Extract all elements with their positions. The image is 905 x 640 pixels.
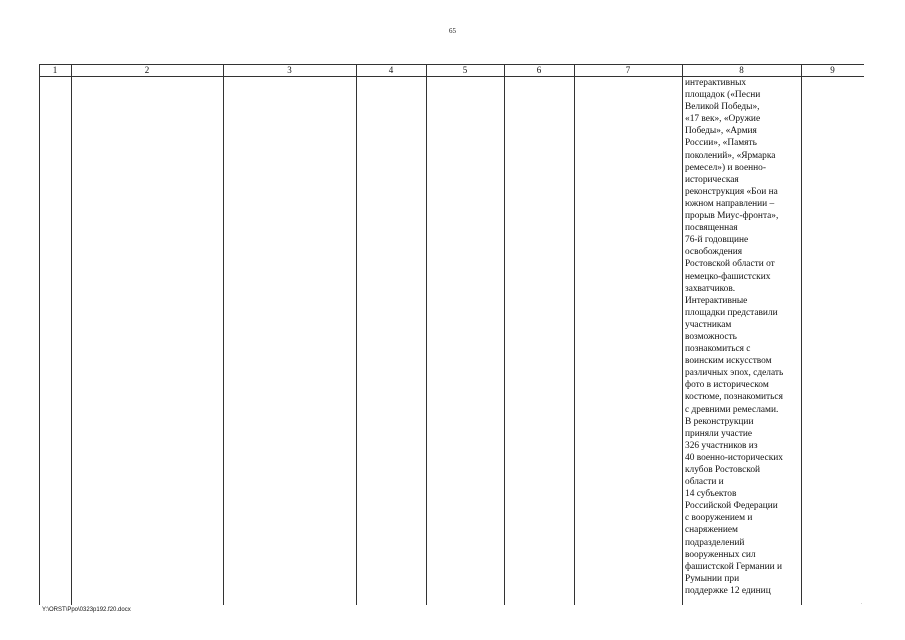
cell-text-line: Румынии при (685, 573, 740, 584)
cell-text-line: снаряжением (685, 525, 738, 536)
footer-file-path: Y:\ORST\Ppo\0323p192.f20.docx (42, 607, 131, 613)
column-8-cell-text (685, 77, 802, 597)
cell-text-line: области и (685, 477, 724, 488)
cell-text-line: подразделений (685, 537, 745, 548)
column-header-2: 2 (144, 65, 150, 75)
cell-text-line: реконструкция «Бои на (685, 186, 778, 197)
page-number: 65 (449, 27, 456, 35)
column-divider (574, 64, 575, 605)
cell-text-line: познакомиться с (685, 344, 751, 355)
cell-text-line: костюме, познакомиться (685, 392, 783, 403)
column-header-9: 9 (830, 65, 835, 75)
cell-text-line: посвященная (685, 223, 738, 234)
cell-text-line: поддержке 12 единиц (685, 585, 771, 596)
cell-text-line: воинским искусством (685, 356, 772, 367)
cell-text-line: историческая (685, 174, 739, 185)
cell-text-line: Российской Федерации (685, 501, 778, 512)
cell-text-line: фашистской Германии и (685, 561, 782, 572)
column-divider (71, 64, 72, 605)
column-divider (682, 64, 683, 605)
cell-text-line: 40 военно-исторических (685, 452, 783, 463)
column-header-3: 3 (287, 65, 292, 75)
column-header-1: 1 (52, 65, 58, 75)
cell-text-line: площадок («Песни (685, 90, 761, 101)
cell-text-line: 76-й годовщине (685, 235, 749, 246)
cell-text-line: 14 субъектов (685, 489, 737, 500)
cell-text-line: Великой Победы», (685, 102, 760, 113)
cell-text-line: ремесел») и военно- (685, 162, 766, 173)
column-divider (504, 64, 505, 605)
column-header-6: 6 (536, 65, 542, 75)
cell-text-line: Победы», «Армия (685, 126, 757, 137)
cell-text-line: клубов Ростовской (685, 465, 761, 475)
column-divider (223, 64, 224, 605)
cell-text-line: 326 участников из (685, 440, 758, 451)
cell-text-line: с древними ремеслами. (685, 404, 779, 415)
cell-text-line: фото в историческом (685, 380, 769, 391)
column-header-5: 5 (462, 65, 468, 75)
column-header-4: 4 (388, 65, 394, 75)
cell-text-line: прорыв Миус-фронта», (685, 211, 779, 222)
cell-text-line: вооруженных сил (685, 549, 756, 560)
cell-text-line: немецко-фашистских (685, 271, 771, 282)
cell-text-line: России», «Память (685, 138, 757, 149)
column-header-7: 7 (625, 65, 631, 75)
column-header-8: 8 (739, 65, 744, 75)
cell-text-line: освобождения (685, 247, 743, 258)
cell-text-line: площадки представили (685, 307, 778, 318)
cell-text-line: южном направлении – (685, 198, 775, 209)
cell-text-line: возможность (685, 331, 737, 342)
cell-text-line: захватчиков. (685, 283, 736, 294)
cell-text-line: «17 век», «Оружие (685, 114, 761, 125)
column-divider (39, 64, 40, 605)
cell-text-line: интерактивных (685, 78, 747, 88)
cell-text-line: различных эпох, сделать (685, 368, 784, 379)
column-divider (426, 64, 427, 605)
cell-text-line: приняли участие (685, 428, 753, 439)
cell-text-line: Интерактивные (685, 295, 748, 306)
cell-text-line: поколений», «Ярмарка (685, 150, 776, 161)
cell-text-line: участникам (685, 319, 732, 330)
cell-text-line: Ростовской области от (685, 259, 775, 270)
page-corner-mark: . (861, 601, 863, 606)
column-divider (356, 64, 357, 605)
cell-text-line: с вооружением и (685, 513, 753, 524)
data-table (39, 64, 864, 605)
cell-text-line: В реконструкции (685, 416, 754, 427)
